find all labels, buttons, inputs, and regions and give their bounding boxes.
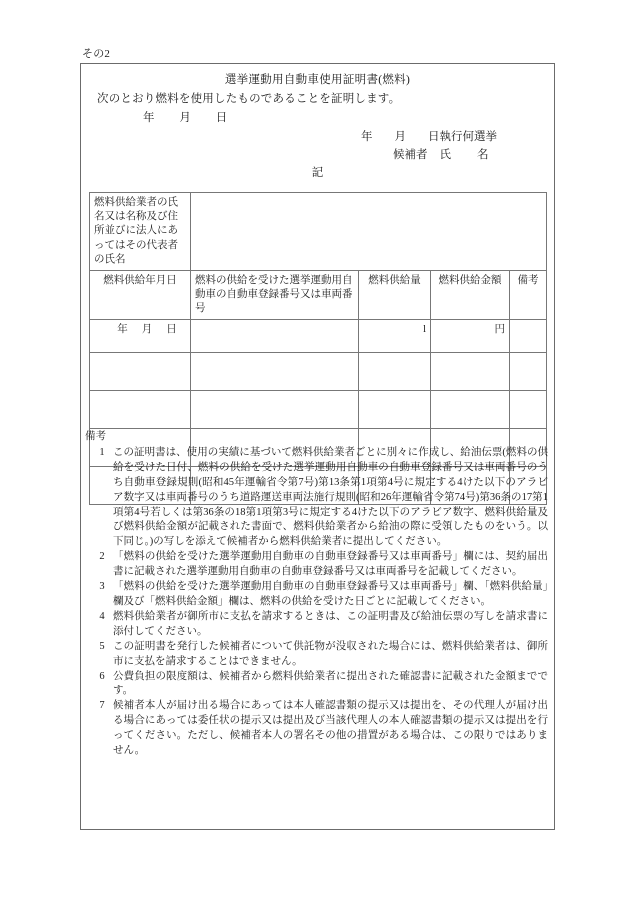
ki-mark: 記 (311, 167, 324, 179)
cell-vehicle-number[interactable] (191, 391, 359, 429)
form-slug: その2 (82, 48, 111, 60)
header-fuel-amount: 燃料供給金額 (431, 270, 510, 320)
election-month-label: 月 (394, 131, 406, 143)
cell-remarks[interactable] (510, 391, 547, 429)
issue-date-year-label: 年 (143, 112, 155, 124)
note-text: この証明書を発行した候補者について供託物が没収された場合には、燃料供給業者は、御所市に支払を請求することはできません。 (113, 640, 548, 667)
header-vehicle-number: 燃料の供給を受けた選挙運動用自動車の自動車登録番号又は車両番号 (191, 270, 359, 320)
note-number: 2 (99, 551, 105, 563)
list-item (91, 610, 552, 640)
note-number: 3 (99, 581, 105, 593)
cell-vehicle-number[interactable] (191, 320, 359, 353)
supplier-value-cell[interactable] (191, 193, 547, 271)
candidate-surname-label: 氏 (439, 149, 451, 161)
cell-supply-date[interactable] (90, 320, 191, 353)
cell-fuel-quantity[interactable] (359, 391, 431, 429)
candidate-given-label: 名 (477, 149, 489, 161)
election-name-label: 日執行何選挙 (428, 131, 497, 143)
list-item (91, 446, 552, 550)
issue-date-day-label: 日 (215, 112, 228, 124)
remarks-section (83, 430, 552, 759)
note-number: 4 (99, 610, 105, 622)
election-date-line (361, 128, 497, 144)
list-item (91, 670, 552, 700)
cell-fuel-amount[interactable] (431, 353, 510, 391)
cell-fuel-amount[interactable] (431, 391, 510, 429)
candidate-label: 候補者 (393, 149, 428, 161)
row-date-day: 日 (166, 324, 177, 336)
note-number: 7 (99, 700, 105, 712)
note-text: 候補者本人が届け出る場合にあっては本人確認書類の提示又は提出を、その代理人が届け出る場合にあっては委任状の提示又は提出及び当該代理人の本人確認書類の提示又は提出を行ってください。ただし、候補者本人の署名その他の措置がある場合は、この限りではありません。 (113, 700, 548, 757)
supplier-row (90, 193, 547, 271)
cell-supply-date[interactable] (90, 391, 191, 429)
issue-date-blank (143, 109, 227, 125)
note-text: 「燃料の供給を受けた選挙運動用自動車の自動車登録番号又は車両番号」欄、「燃料供給量」欄及び「燃料供給金額」欄は、燃料の供給を受けた日ごとに記載してください。 (113, 581, 548, 607)
issue-date-month-label: 月 (179, 112, 191, 124)
table-header-row (90, 270, 547, 320)
note-number: 1 (99, 446, 105, 458)
header-supply-date: 燃料供給年月日 (90, 270, 191, 320)
list-item (91, 640, 552, 670)
row-date-month: 月 (141, 324, 153, 336)
certification-sentence: 次のとおり燃料を使用したものであることを証明します。 (97, 93, 401, 105)
cell-fuel-amount[interactable]: 円 (431, 320, 510, 353)
page-title: 選挙運動用自動車使用証明書(燃料) (224, 74, 411, 86)
form-frame (80, 63, 555, 830)
cell-supply-date[interactable] (90, 353, 191, 391)
note-text: 公費負担の限度額は、候補者から燃料供給業者に提出された確認書に記載された金額までです。 (113, 670, 548, 697)
note-text: 燃料供給業者が御所市に支払を請求するときは、この証明書及び給油伝票の写しを請求書に添付してください。 (113, 610, 548, 637)
cell-remarks[interactable] (510, 320, 547, 353)
list-item (91, 699, 552, 759)
remarks-heading: 備考 (85, 431, 106, 442)
list-item (91, 550, 552, 580)
note-text: この証明書は、使用の実績に基づいて燃料供給業者ごとに別々に作成し、給油伝票(燃料の供給を受けた日付、燃料の供給を受けた選挙運動用自動車の自動車登録番号又は車両番号のうち自動車登録規則(昭和45年運輸省令第7号)第13条第1項第4号に規定する4けた以下のアラビア数字又は車両番号のうち道路運送車両法施行規則(昭和26年運輸省令第74号)第36条の17第1項第4号若しくは第36条の18第1項第3号に規定する4けた以下のアラビア数字、燃料供給量及び燃料供給金額が記載された書面で、燃料供給業者から給油の際に受領したものをいう。以下同じ。)の写しを添えて候補者から燃料供給業者に提出してください。 (113, 446, 548, 548)
cell-fuel-quantity[interactable]: l (359, 320, 431, 353)
row-date-year: 年 (117, 324, 128, 336)
election-year-label: 年 (361, 131, 373, 143)
cell-vehicle-number[interactable] (191, 353, 359, 391)
cell-remarks[interactable] (510, 353, 547, 391)
table-row (90, 391, 547, 429)
header-remarks: 備考 (510, 270, 547, 320)
candidate-name-line (393, 146, 489, 162)
note-number: 5 (99, 640, 105, 652)
note-text: 「燃料の供給を受けた選挙運動用自動車の自動車登録番号又は車両番号」欄には、契約届出書に記載された選挙運動用自動車の自動車登録番号又は車両番号を記載してください。 (113, 551, 548, 578)
table-row (90, 353, 547, 391)
table-row (90, 320, 547, 353)
header-fuel-quantity: 燃料供給量 (359, 270, 431, 320)
note-number: 6 (99, 670, 105, 682)
cell-fuel-quantity[interactable] (359, 353, 431, 391)
supplier-label-cell: 燃料供給業者の氏名又は名称及び住所並びに法人にあってはその代表者の氏名 (90, 193, 191, 271)
list-item (91, 580, 552, 610)
